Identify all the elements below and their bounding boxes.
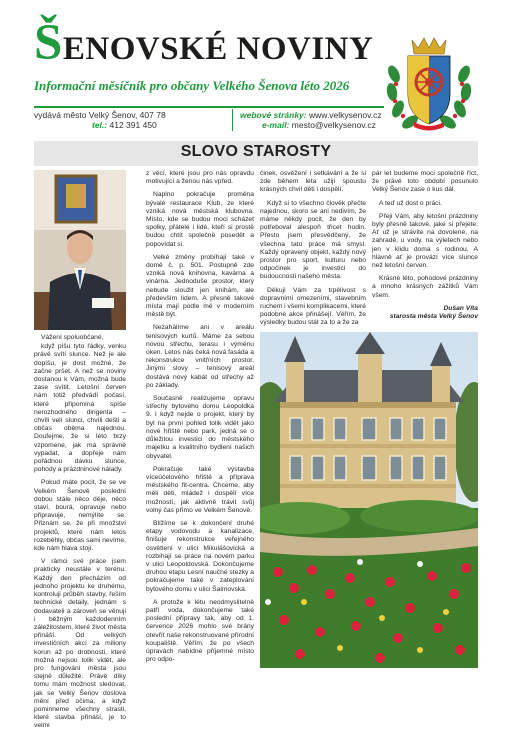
column-4 [372, 170, 478, 321]
publisher: vydává město Velký Šenov, 407 78 [34, 110, 166, 120]
phone-line [92, 120, 157, 130]
title-initial: Š [34, 15, 63, 71]
web-link[interactable]: www.velkysenov.cz [309, 110, 382, 120]
col2-paragraph: Velké změny probíhají také v domě č. p. 501. Postupně zde vzniká nová knihovna, kavárna a vinárna. Jednoduše prostor, který nebude sloužit jen knihám, ale především lidem. A přesně takové místa mají podle mě v moderním městě být. [146, 253, 254, 319]
mayor-photo [34, 170, 126, 330]
col4-paragraph: pár let budeme moci společně říct, že právě toto období posunulo Velký Šenov zase o kus dál. [372, 170, 478, 194]
masthead-rule [34, 106, 384, 108]
col2-paragraph: Pokračuje také výstavba víceúčelového hřiště a příprava městského fit-centra. Chceme, aby měli děti, mládež i dospělí více možností, jak aktivně trávit svůj volný čas přímo ve Velkém Šenově. [146, 465, 254, 514]
col3-paragraph: Děkuji Vám za trpělivost s dopravními omezeními, stavebním ruchem i všemi komplikacemi, které podobné akce přinášejí. Věřím, že výsledky budou stát za to a že za [260, 286, 366, 327]
column-1 [34, 334, 126, 736]
email-label: e-mail: [262, 120, 290, 130]
newspaper-subtitle: Informační měsíčník pro občany Velkého Šenova léto 2026 [34, 78, 350, 93]
col4-paragraph: Krásné léto, pohodové prázdniny a mnoho krásných zážitků Vám všem. [372, 275, 478, 299]
web-label: webové stránky: [240, 110, 307, 120]
column-3 [260, 170, 366, 333]
col1-paragraph: V rámci své práce jsem prakticky neustále v terénu. Každý den přecházím od jednoho projektu ke druhému, kontroluji průběh stavby, řeším technické detaily, jednám s dodavateli a zároveň se věnuji i běžným každodenním záležitostem, které život města přináší. Od velkých investičních akcí za miliony korun až po drobnosti, které možná nejsou tolik vidět, ale pro fungování města jsou stejně důležité. Právě díky tomu mám možnost sledovat, jak se Velký Šenov doslova mění před očima, a když pominneme všechny strasti, které stavba přináší, je to velmi [34, 558, 126, 730]
email-line [262, 120, 376, 130]
col2-paragraph: Naplno pokračuje proměna bývalé restaurace Klub, ze které vzniká nová městská klubovna. Místo, kde se budou moci scházet spolky, přátelé i lidé, kteří si prostě budou chtít společně posedět a popovídat si. [146, 191, 254, 248]
col2-paragraph: A protože k létu neodmyslitelně patří voda, dokončujeme také poslední přípravy tak, aby od 1. července 2026 mohlo své brány otevřít naše rekonstruované přírodní koupaliště. Věřím, že po všech úpravách nabídne příjemné místo pro odpo- [146, 598, 254, 664]
signature-name: Dušan Víta [443, 304, 478, 312]
signature-role: starosta města Velký Šenov [389, 313, 478, 321]
title-rest: ENOVSKÉ NOVINY [62, 31, 374, 67]
col4-paragraph: A teď už dost o práci. [379, 199, 442, 207]
publisher-line [34, 110, 166, 120]
col2-paragraph: z věcí, které jsou pro nás opravdu motivující a ženou nás vpřed. [146, 170, 254, 186]
col2-paragraph: Blížíme se k dokončení druhé etapy vodovodu a kanalizace, finišuje rekonstrukce veřejného osvětlení v ulici Mikulášovická a rozbíhají se práce na novém parku v ulici Leopoldovská. Dokončujeme druhou etapu Lesní naučné stezky a pokračujeme také v zateplování bytového domu v ulici Šalmovská. [146, 519, 254, 593]
col3-paragraph: činek, osvěžení i setkávání a že si zde během léta užijí spoustu krásných chvil děti i dospělí. [260, 170, 366, 194]
coat-of-arms-logo [384, 34, 474, 132]
col2-paragraph: Nezahálíme ani v areálu tenisových kurtů. Máme za sebou novou střechu, terasu i výměnu oken. Letos nás čeká nová fasáda a rekonstrukce vnitřních prostor. Jinými slovy – tenisový areál dostává nový kabát od střechy až po základy. [146, 324, 254, 389]
col1-paragraph: když píšu tyto řádky, venku právě svítí slunce. Než je ale dopíšu, je dost možné, že začne pršet. A než se noviny dostanou k Vám, možná bude zase svítit. Letošní červen nám totiž předvádí počasí, které připomíná spíše nerozhodného dirigenta – chvíli velí slunci, chvíli dešti a občas oběma najednou. Doufejme, že si léto brzy vzpomene, jak má správně vypadat, a dopřeje nám pořádnou dávku slunce, pohody a prázdninové nálady. [34, 343, 126, 474]
col1-paragraph: Pokud máte pocit, že se ve Velkém Šenově poslední dobou stále něco děje, něco staví, bourá, opravuje nebo připravuje, nemýlíte se. Přiznám se, že při množství projektů, které nám letos rozeběhly, občas sami nevíme, kde nám hlava stojí. [34, 479, 126, 553]
phone-number: 412 391 450 [109, 120, 157, 130]
phone-label: tel.: [92, 120, 108, 130]
newspaper-title [34, 15, 374, 71]
greeting: Vážení spoluobčané, [41, 334, 104, 341]
building-photo [260, 332, 478, 668]
column-2 [146, 170, 254, 669]
publisher-divider [232, 109, 233, 131]
col3-paragraph: Když si to všechno člověk přečte najednou, skoro se ani nedivím, že máme někdy pocit, že den by potřeboval alespoň třicet hodin. Přesto jsem přesvědčený, že všechna tato práce má smysl. Každý opravený objekt, každý nový prostor pro sport, kulturu nebo odpočinek je investicí do budoucnosti našeho města. [260, 199, 366, 281]
web-line [240, 110, 382, 120]
col2-paragraph: Současně realizujeme opravu střechy bytového domu Leopoldka 9. I když nejde o projekt, který by byl na první pohled tolik vidět jako nové hřiště nebo park, jedná se o důležitou investici do městského majetku a kvalitního bydlení našich obyvatel. [146, 395, 254, 460]
section-title: SLOVO STAROSTY [180, 143, 332, 160]
email-link[interactable]: mesto@velkysenov.cz [291, 120, 376, 130]
col4-paragraph: Přeji Vám, aby letošní prázdniny byly přesně takové, jaké si přejete. Ať už je strávíte na dovolené, na zahradě, u vody, na výletech nebo jen v klidu doma s rodinou. A hlavně ať je provází více slunce než letošní červen. [372, 212, 478, 270]
